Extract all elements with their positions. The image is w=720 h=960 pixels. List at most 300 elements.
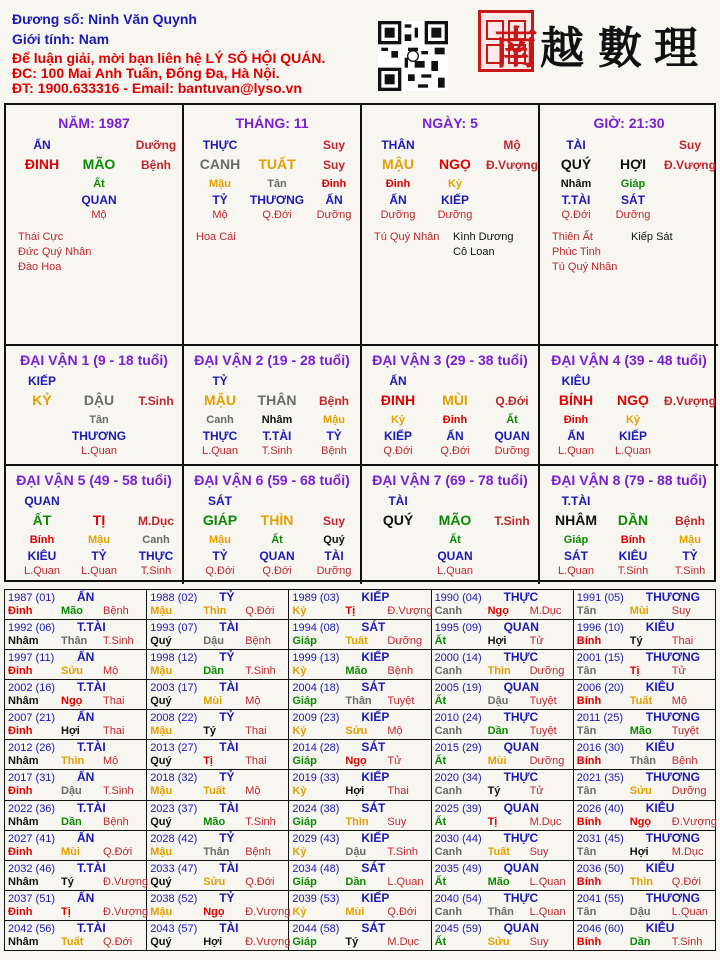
year-stage: Tuyệt xyxy=(671,725,699,738)
year-branch: Tuất xyxy=(345,635,368,648)
year-branch: Tị xyxy=(61,905,71,918)
year-cell xyxy=(289,770,431,800)
year-cell xyxy=(5,770,147,800)
year-stage: Đ.Vượng xyxy=(245,905,291,918)
pillar-column xyxy=(540,105,718,344)
year-stage: Suy xyxy=(529,845,549,858)
year-stem: Tân xyxy=(576,845,597,858)
year-stem: Bính xyxy=(576,935,602,948)
year-stage: M.Dục xyxy=(387,935,420,948)
year-stage: Dưỡng xyxy=(529,755,565,768)
pillar-column xyxy=(184,105,362,344)
hidden-stage: L.Quan xyxy=(201,445,239,457)
year-branch: Sửu xyxy=(487,935,510,948)
year-stem: Canh xyxy=(434,905,463,918)
year-god: ẤN xyxy=(77,650,95,665)
year-cell xyxy=(431,920,573,950)
pillar-stem: QUÝ xyxy=(560,156,592,172)
hidden-stem: Đinh xyxy=(442,414,468,426)
year-stem: Ất xyxy=(434,755,447,768)
dai-van-branch: DẬU xyxy=(83,392,115,408)
year-branch: Tý xyxy=(203,725,217,738)
year-label: 2024 (38) xyxy=(292,802,340,815)
year-label: 1997 (11) xyxy=(8,652,55,665)
year-god: T.TÀI xyxy=(77,920,106,935)
year-label: 2014 (28) xyxy=(292,742,340,755)
hidden-god: T.TÀI xyxy=(561,193,591,207)
pillar-branch-stage: Đ.Vượng xyxy=(486,158,538,172)
year-cell xyxy=(5,710,147,740)
year-label: 2037 (51) xyxy=(8,892,56,905)
year-stage: Tuyệt xyxy=(529,695,557,708)
year-god: SÁT xyxy=(361,800,386,815)
pillar-branch: NGỌ xyxy=(439,156,471,172)
dai-van-god: KIẾP xyxy=(27,374,56,388)
year-cell xyxy=(289,680,431,710)
pillar-branch: MÃO xyxy=(82,156,116,172)
year-branch: Dậu xyxy=(345,845,367,858)
year-cell xyxy=(573,590,715,620)
year-label: 1992 (06) xyxy=(8,622,56,635)
year-branch: Thân xyxy=(345,695,372,708)
year-god: THƯƠNG xyxy=(645,650,700,665)
year-label: 2042 (56) xyxy=(8,922,56,935)
hidden-stem: Đinh xyxy=(563,414,589,426)
four-pillars-chart xyxy=(4,103,716,582)
year-cell xyxy=(431,620,573,650)
hidden-stage: Q.Đới xyxy=(262,565,292,577)
hidden-god: SÁT xyxy=(621,193,645,207)
year-cell xyxy=(147,770,289,800)
year-god: SÁT xyxy=(361,620,386,635)
year-stage: Suy xyxy=(671,605,691,617)
dai-van-cell xyxy=(184,464,362,584)
year-stem: Kỷ xyxy=(292,905,307,918)
pillar-stem: MẬU xyxy=(382,156,414,172)
year-cell xyxy=(289,710,431,740)
year-branch: Tý xyxy=(345,935,359,948)
hidden-stem: Ất xyxy=(271,534,283,546)
hidden-god: THƯƠNG xyxy=(249,193,305,207)
year-branch: Ngọ xyxy=(61,695,83,708)
year-cell xyxy=(573,650,715,680)
year-god: KIẾP xyxy=(361,770,390,785)
year-stem: Canh xyxy=(434,845,463,858)
year-stage: T.Sinh xyxy=(245,665,276,678)
hidden-god: THỰC xyxy=(202,429,238,443)
year-cell xyxy=(147,680,289,710)
year-label: 2026 (40) xyxy=(576,802,624,815)
year-stem: Nhâm xyxy=(8,875,39,888)
year-god: ẤN xyxy=(77,890,95,905)
year-stage: Tuyệt xyxy=(529,725,557,738)
owner-name: Đương số: Ninh Văn Quynh xyxy=(12,11,197,27)
dai-van-branch: THÌN xyxy=(260,512,294,528)
year-stage: Dưỡng xyxy=(529,665,565,678)
year-god: T.TÀI xyxy=(77,860,106,875)
year-label: 2043 (57) xyxy=(150,922,198,935)
hidden-stem: Canh xyxy=(206,414,234,426)
year-cell xyxy=(573,920,715,950)
year-cell xyxy=(431,710,573,740)
year-branch: Tuất xyxy=(61,935,84,948)
hidden-stage: L.Quan xyxy=(557,445,595,457)
year-cell xyxy=(147,860,289,890)
dai-van-title: ĐẠI VẬN 2 (19 - 28 tuổi) xyxy=(194,352,350,368)
year-god: TỶ xyxy=(219,650,235,665)
hidden-god: KIẾP xyxy=(618,429,647,443)
year-branch: Thìn xyxy=(345,815,369,828)
hidden-god: KIẾP xyxy=(440,193,469,207)
year-branch: Tị xyxy=(629,665,640,678)
year-cell xyxy=(289,650,431,680)
year-god: QUAN xyxy=(503,860,539,875)
shensha-item: Kình Dương xyxy=(453,231,514,243)
hidden-stem: Mậu xyxy=(209,178,231,190)
year-stage: L.Quan xyxy=(387,875,424,888)
year-stem: Tân xyxy=(576,785,597,798)
shensha-item: Kiếp Sát xyxy=(631,231,673,243)
year-stem: Tân xyxy=(576,665,597,678)
year-stage: M.Dục xyxy=(529,815,562,828)
year-label: 2031 (45) xyxy=(576,832,624,845)
year-stem: Mậu xyxy=(150,665,173,678)
hidden-stem: Nhâm xyxy=(560,178,592,190)
year-cell xyxy=(431,740,573,770)
year-stage: M.Dục xyxy=(529,605,562,617)
year-branch: Hợi xyxy=(487,635,507,648)
year-stem: Mậu xyxy=(150,845,173,858)
year-label: 1999 (13) xyxy=(292,652,340,665)
year-cell xyxy=(5,830,147,860)
year-cell xyxy=(289,740,431,770)
year-stem: Giáp xyxy=(292,635,317,648)
hidden-god: SÁT xyxy=(564,549,588,563)
pillar-branch-stage: Suy xyxy=(322,158,345,172)
year-god: SÁT xyxy=(361,860,386,875)
pillar-top-stage: Mộ xyxy=(503,138,521,152)
dai-van-stage: Đ.Vượng xyxy=(664,394,716,408)
year-stage: Đ.Vượng xyxy=(671,815,717,828)
year-branch: Dần xyxy=(487,725,509,738)
pillar-stem: CANH xyxy=(199,156,241,172)
year-stage: Mộ xyxy=(671,695,688,708)
year-stem: Quý xyxy=(150,875,172,888)
year-god: ẤN xyxy=(77,770,95,785)
year-stage: Mộ xyxy=(103,665,119,678)
year-stage: M.Dục xyxy=(671,845,704,858)
year-stage: Bệnh xyxy=(245,845,271,858)
year-stage: L.Quan xyxy=(529,875,566,888)
year-stage: Bệnh xyxy=(671,755,698,768)
pillar-branch: TUẤT xyxy=(258,156,296,172)
dai-van-stem: ẤT xyxy=(32,512,52,528)
year-stage: Thai xyxy=(245,755,267,768)
year-stem: Ất xyxy=(434,935,447,948)
pillar-stem-god: THÂN xyxy=(381,138,415,152)
year-god: TỶ xyxy=(219,710,235,725)
year-label: 2003 (17) xyxy=(150,682,198,695)
year-stem: Bính xyxy=(576,755,602,768)
year-god: ẤN xyxy=(77,830,95,845)
year-label: 1995 (09) xyxy=(434,622,482,635)
year-cell xyxy=(147,590,289,620)
year-god: TỶ xyxy=(219,830,235,845)
dai-van-title: ĐẠI VẬN 4 (39 - 48 tuổi) xyxy=(551,352,707,368)
year-god: TỶ xyxy=(219,590,235,604)
year-god: KIẾP xyxy=(361,590,390,604)
hidden-god: TỶ xyxy=(326,429,342,443)
brand-logo: 南 越 數 理 xyxy=(478,10,718,84)
year-god: THỰC xyxy=(503,770,539,785)
year-stage: Thai xyxy=(245,725,267,738)
year-stem: Mậu xyxy=(150,785,173,798)
year-branch: Tý xyxy=(629,635,643,648)
year-cell xyxy=(573,710,715,740)
year-label: 2044 (58) xyxy=(292,922,340,935)
year-stage: Tử xyxy=(387,755,402,768)
year-cell xyxy=(147,920,289,950)
year-label: 1990 (04) xyxy=(434,592,482,604)
year-branch: Mùi xyxy=(629,605,649,617)
year-cell xyxy=(289,830,431,860)
year-cell xyxy=(147,620,289,650)
year-stem: Nhâm xyxy=(8,815,39,828)
year-label: 2017 (31) xyxy=(8,772,56,785)
hidden-stem: Tân xyxy=(89,414,109,426)
dai-van-god: SÁT xyxy=(208,494,232,508)
year-stem: Canh xyxy=(434,725,463,738)
year-stage: Tử xyxy=(529,635,544,648)
hidden-stage: Dưỡng xyxy=(437,209,473,221)
year-god: THỰC xyxy=(503,890,539,905)
hidden-stem: Tân xyxy=(267,178,287,190)
dai-van-title: ĐẠI VẬN 5 (49 - 58 tuổi) xyxy=(16,472,172,488)
year-god: TÀI xyxy=(219,920,239,935)
hidden-god: THỰC xyxy=(138,549,174,563)
year-stage: T.Sinh xyxy=(245,815,276,828)
year-cell xyxy=(5,590,147,620)
year-label: 2009 (23) xyxy=(292,712,340,725)
year-branch: Thìn xyxy=(629,875,653,888)
year-god: T.TÀI xyxy=(77,800,106,815)
year-branch: Dậu xyxy=(61,785,82,798)
year-cell xyxy=(5,860,147,890)
hidden-god: ẤN xyxy=(389,193,407,207)
year-stem: Quý xyxy=(150,635,172,648)
year-branch: Tị xyxy=(345,605,356,617)
year-branch: Sửu xyxy=(61,665,84,678)
gender: Giới tính: Nam xyxy=(12,31,110,47)
year-cell xyxy=(431,650,573,680)
hidden-stage: L.Quan xyxy=(23,565,61,577)
year-god: ẤN xyxy=(77,710,95,725)
year-god: KIÊU xyxy=(645,620,675,635)
year-branch: Tý xyxy=(61,875,74,888)
year-god: QUAN xyxy=(503,620,539,635)
year-cell xyxy=(147,710,289,740)
year-god: TÀI xyxy=(219,860,239,875)
year-stem: Giáp xyxy=(292,695,317,708)
year-label: 2029 (43) xyxy=(292,832,340,845)
year-stem: Nhâm xyxy=(8,695,39,708)
year-branch: Tị xyxy=(203,755,213,768)
dai-van-branch: TỊ xyxy=(92,512,106,528)
year-stage: Đ.Vượng xyxy=(103,905,149,918)
year-label: 2032 (46) xyxy=(8,862,56,875)
year-god: QUAN xyxy=(503,680,539,695)
year-cell xyxy=(289,920,431,950)
year-stem: Tân xyxy=(576,905,597,918)
year-branch: Mão xyxy=(203,815,226,828)
hidden-god: TỶ xyxy=(212,193,228,207)
year-cell xyxy=(573,680,715,710)
hidden-stage: L.Quan xyxy=(614,445,652,457)
year-stem: Ất xyxy=(434,635,447,648)
phone-email: ĐT: 1900.633316 - Email: bantuvan@lyso.vn xyxy=(12,80,302,96)
dai-van-god: TÀI xyxy=(388,494,408,508)
qr-code-icon[interactable] xyxy=(378,21,448,91)
year-stage: Suy xyxy=(387,815,407,828)
dai-van-title: ĐẠI VẬN 1 (9 - 18 tuổi) xyxy=(20,352,168,368)
hidden-stage: T.Sinh xyxy=(617,565,649,577)
hidden-god: QUAN xyxy=(437,549,473,563)
dai-van-branch: MÙI xyxy=(442,392,468,408)
year-branch: Thìn xyxy=(203,605,227,617)
year-stage: Mộ xyxy=(245,785,261,798)
year-stage: Tử xyxy=(529,785,544,798)
pillar-top-stage: Suy xyxy=(678,138,701,152)
year-label: 2007 (21) xyxy=(8,712,56,725)
shensha-item: Tú Quý Nhân xyxy=(552,261,618,273)
shensha-item: Tú Quý Nhân xyxy=(374,231,440,243)
dai-van-title: ĐẠI VẬN 7 (69 - 78 tuổi) xyxy=(372,472,528,488)
shensha-item: Thiên Ất xyxy=(552,231,593,243)
year-stage: Q.Đới xyxy=(245,875,275,888)
dai-van-title: ĐẠI VẬN 3 (29 - 38 tuổi) xyxy=(372,352,528,368)
year-cell xyxy=(573,770,715,800)
year-stage: Mộ xyxy=(387,725,403,738)
dai-van-stage: Bệnh xyxy=(319,394,349,408)
year-god: KIẾP xyxy=(361,890,390,905)
year-stem: Bính xyxy=(576,815,602,828)
year-stage: Bệnh xyxy=(103,605,129,617)
year-stem: Nhâm xyxy=(8,935,39,948)
pillar-stem: ĐINH xyxy=(24,156,60,172)
year-god: THỰC xyxy=(503,590,539,604)
year-label: 2021 (35) xyxy=(576,772,624,785)
pillar-branch: HỢI xyxy=(620,156,646,172)
year-label: 2002 (16) xyxy=(8,682,56,695)
year-branch: Tị xyxy=(487,815,498,828)
year-branch: Dậu xyxy=(203,635,224,648)
year-label: 2040 (54) xyxy=(434,892,482,905)
year-god: TỶ xyxy=(219,770,235,785)
hidden-stage: T.Sinh xyxy=(261,445,293,457)
year-stage: Q.Đới xyxy=(671,875,701,888)
dai-van-god: T.TÀI xyxy=(561,494,591,508)
year-stem: Quý xyxy=(150,935,172,948)
year-stage: Dưỡng xyxy=(387,635,423,648)
hidden-stem: Ất xyxy=(449,534,461,546)
year-label: 1988 (02) xyxy=(150,592,198,604)
year-branch: Mùi xyxy=(203,695,223,708)
year-label: 2025 (39) xyxy=(434,802,482,815)
year-branch: Tuất xyxy=(203,785,226,798)
year-branch: Tý xyxy=(487,785,501,798)
dai-van-branch: MÃO xyxy=(438,512,472,528)
hidden-stage: Q.Đới xyxy=(262,209,292,221)
year-label: 1987 (01) xyxy=(8,592,56,604)
dai-van-cell xyxy=(184,344,362,464)
hidden-stage: L.Quan xyxy=(557,565,595,577)
dai-van-stage: T.Sinh xyxy=(494,514,530,528)
year-stem: Kỷ xyxy=(292,785,307,798)
year-stem: Mậu xyxy=(150,725,173,738)
year-cell xyxy=(573,830,715,860)
year-label: 2001 (15) xyxy=(576,652,624,665)
year-branch: Mão xyxy=(629,725,652,738)
year-branch: Mùi xyxy=(61,845,80,858)
hidden-stage: Dưỡng xyxy=(316,209,352,221)
dai-van-cell xyxy=(540,464,718,584)
year-cell xyxy=(573,800,715,830)
year-stage: Q.Đới xyxy=(103,935,133,948)
dai-van-stem: ĐINH xyxy=(380,392,416,408)
year-god: KIẾP xyxy=(361,650,390,665)
hidden-stem: Kỷ xyxy=(390,414,406,426)
year-branch: Dần xyxy=(629,935,651,948)
hidden-stage: L.Quan xyxy=(80,445,118,457)
year-stage: Bệnh xyxy=(103,815,129,828)
year-label: 2034 (48) xyxy=(292,862,340,875)
year-branch: Sửu xyxy=(629,785,652,798)
year-god: THƯƠNG xyxy=(645,590,700,604)
year-god: QUAN xyxy=(503,800,539,815)
year-branch: Ngọ xyxy=(345,755,367,768)
year-stem: Tân xyxy=(576,725,597,738)
hidden-stem: Quý xyxy=(323,534,345,546)
year-branch: Hợi xyxy=(61,725,80,738)
year-label: 2013 (27) xyxy=(150,742,198,755)
hidden-stage: Q.Đới xyxy=(561,209,591,221)
year-stage: Bệnh xyxy=(245,635,271,648)
year-god: SÁT xyxy=(361,920,386,935)
dai-van-cell xyxy=(540,344,718,464)
year-branch: Thân xyxy=(487,905,514,918)
shensha-item: Hoa Cái xyxy=(196,231,236,243)
year-stem: Canh xyxy=(434,605,463,617)
year-cell xyxy=(289,800,431,830)
address: ĐC: 100 Mai Anh Tuấn, Đống Đa, Hà Nội. xyxy=(12,65,280,81)
hidden-stem: Bính xyxy=(620,534,646,546)
hidden-stage: Q.Đới xyxy=(440,445,470,457)
hidden-god: KIÊU xyxy=(27,549,57,563)
year-branch: Mùi xyxy=(345,905,365,918)
year-label: 2036 (50) xyxy=(576,862,624,875)
year-cell xyxy=(573,860,715,890)
year-stem: Nhâm xyxy=(8,755,39,768)
year-cell xyxy=(289,620,431,650)
hidden-stem: Mậu xyxy=(323,414,345,426)
year-cell xyxy=(5,740,147,770)
year-branch: Mùi xyxy=(487,755,507,768)
year-god: QUAN xyxy=(503,920,539,935)
hidden-stage: L.Quan xyxy=(80,565,118,577)
year-god: KIẾP xyxy=(361,710,390,725)
year-label: 2008 (22) xyxy=(150,712,198,725)
dai-van-stem: NHÂM xyxy=(555,512,597,528)
